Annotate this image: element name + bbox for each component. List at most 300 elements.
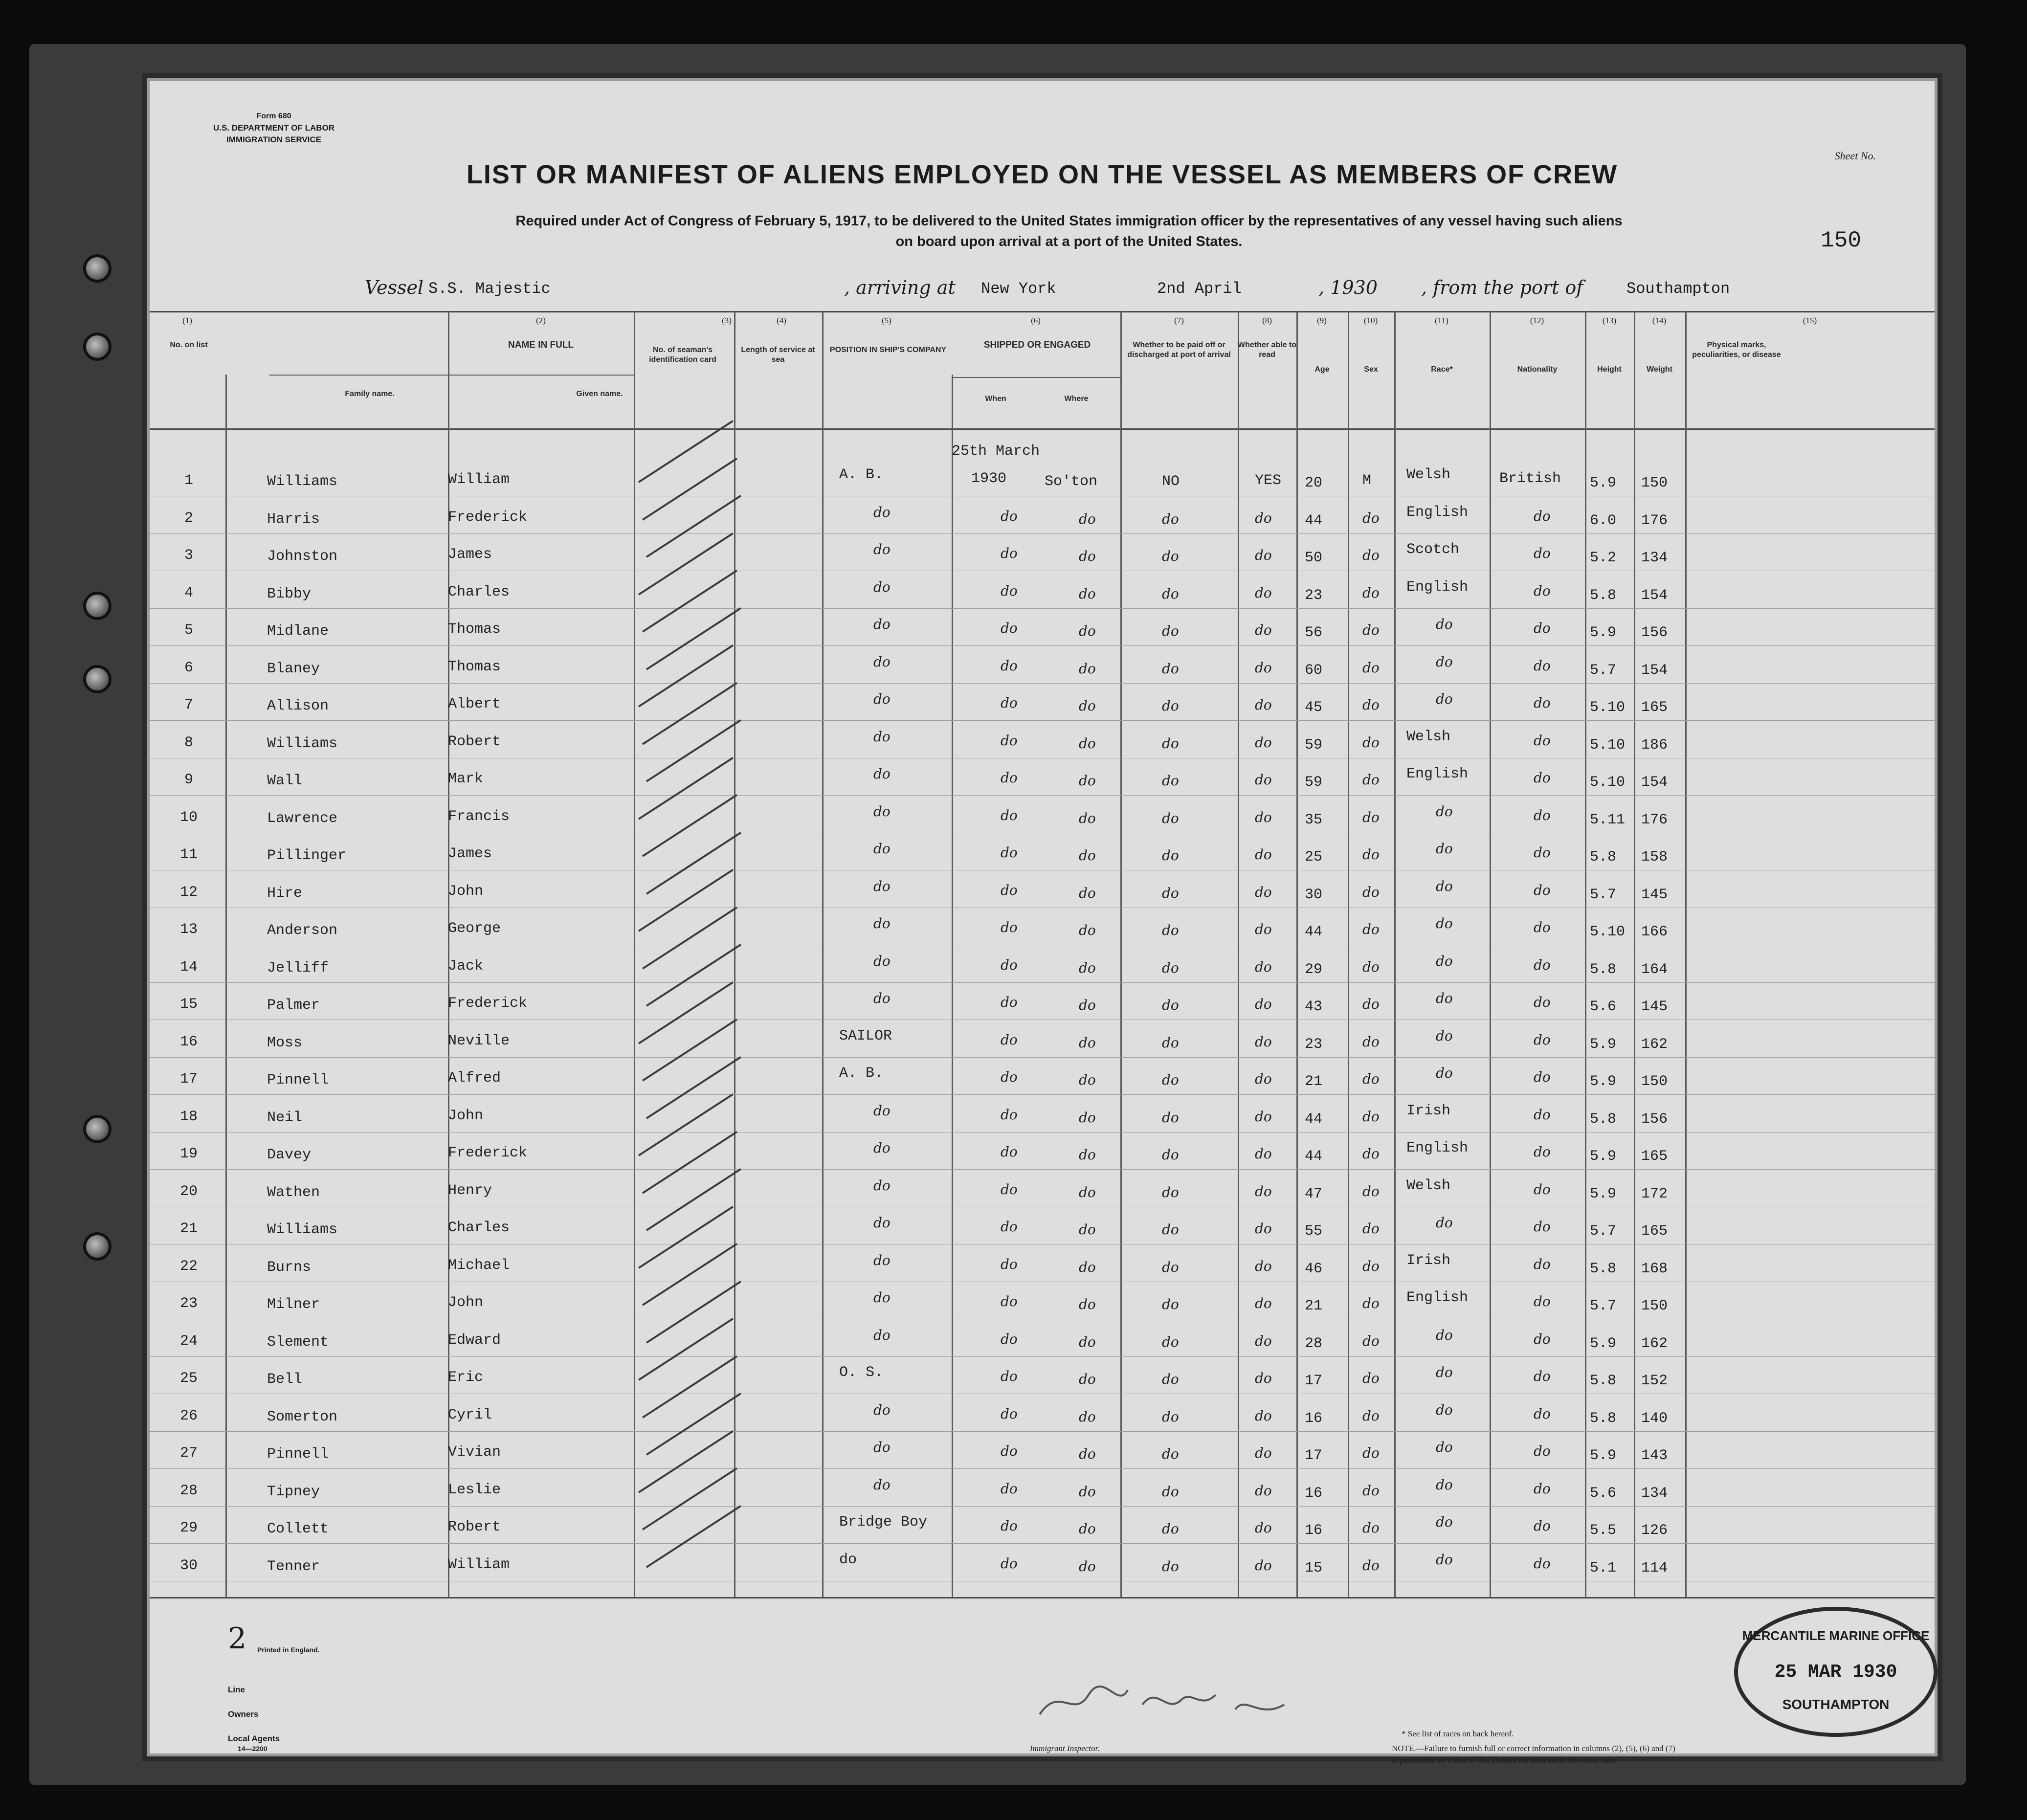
shipped-where: do (1079, 1333, 1096, 1350)
id-card-check-mark (638, 1318, 734, 1381)
page-number: 150 (1821, 228, 1861, 253)
age: 44 (1305, 1110, 1323, 1128)
family-name: Collett (267, 1521, 329, 1537)
column-number: (2) (536, 316, 546, 325)
id-card-check-mark (646, 1393, 741, 1456)
paid-off: do (1162, 1259, 1179, 1275)
given-name: John (448, 1107, 484, 1124)
height: 5.7 (1590, 886, 1617, 903)
shipped-when: do (1001, 508, 1018, 524)
nationality: do (1534, 545, 1551, 561)
able-to-read: do (1255, 884, 1272, 900)
sex: do (1362, 846, 1380, 863)
height: 5.9 (1590, 1073, 1617, 1090)
nationality: do (1534, 1181, 1551, 1198)
family-name: Anderson (267, 922, 338, 939)
shipped-when: do (1001, 1256, 1018, 1272)
paid-off: do (1162, 1296, 1179, 1312)
shipped-date: 25th March (952, 443, 1040, 460)
row-number: 8 (184, 734, 193, 751)
nationality: do (1534, 1031, 1551, 1048)
given-name: John (448, 883, 484, 900)
sex: do (1362, 1071, 1380, 1087)
given-name: Eric (448, 1369, 484, 1386)
height: 5.10 (1590, 924, 1626, 940)
nationality: do (1534, 1443, 1551, 1459)
header-where: Where (1064, 395, 1089, 403)
row-number: 24 (179, 1332, 198, 1350)
id-card-check-mark (642, 682, 737, 745)
family-name: Davey (267, 1147, 312, 1163)
id-card-check-mark (646, 832, 741, 895)
column-number: (1) (182, 316, 192, 325)
name-subheader-rule (269, 375, 634, 376)
family-name: Johnston (267, 548, 338, 565)
race: do (1436, 1401, 1453, 1418)
id-card-check-mark (646, 607, 741, 670)
height: 5.7 (1590, 662, 1617, 679)
race: do (1436, 1551, 1453, 1568)
fine-note-line-1: NOTE.—Failure to furnish full or correct information in columns (2), (5), (6) and (7) (1392, 1744, 1675, 1753)
column-number: (7) (1174, 316, 1184, 325)
shipped-when: do (1001, 919, 1018, 935)
height: 5.7 (1590, 1223, 1617, 1240)
race: do (1436, 1514, 1453, 1530)
shipped-where: do (1079, 1259, 1096, 1275)
family-name: Allison (267, 698, 329, 714)
position: do (873, 1289, 891, 1306)
binder-hole (83, 254, 111, 283)
shipped-when: do (1001, 1405, 1018, 1422)
position: do (873, 1401, 891, 1418)
height: 5.8 (1590, 1410, 1617, 1427)
shipped-where: do (1079, 1521, 1096, 1537)
weight: 176 (1641, 811, 1668, 828)
family-name: Moss (267, 1034, 303, 1051)
row-number: 9 (184, 772, 193, 788)
row-number: 5 (184, 622, 193, 639)
able-to-read: do (1255, 1221, 1272, 1237)
paid-off: do (1162, 1408, 1179, 1425)
id-card-check-mark (646, 1505, 741, 1568)
paid-off: do (1162, 1072, 1179, 1088)
race: Welsh (1406, 466, 1451, 483)
nationality: do (1534, 1368, 1551, 1384)
weight: 126 (1641, 1522, 1668, 1539)
sex: do (1362, 1183, 1380, 1199)
race: do (1436, 616, 1453, 632)
vessel-line (365, 277, 1783, 306)
age: 28 (1305, 1335, 1323, 1352)
age: 35 (1305, 811, 1323, 828)
race: Welsh (1406, 728, 1451, 745)
shipped-where: do (1079, 660, 1096, 677)
paid-off: do (1162, 1221, 1179, 1238)
family-name: Palmer (267, 997, 320, 1014)
id-card-check-mark (646, 719, 741, 782)
binder-hole (83, 1115, 111, 1143)
shipped-when: do (1001, 695, 1018, 711)
header-given-name: Given name. (576, 390, 623, 398)
row-number: 13 (179, 921, 198, 938)
position: Bridge Boy (839, 1514, 928, 1531)
given-name: Cyril (448, 1406, 492, 1423)
binder-hole (83, 592, 111, 620)
given-name: George (448, 920, 501, 937)
sex: do (1362, 697, 1380, 713)
id-card-check-mark (642, 794, 737, 857)
shipped-when: do (1001, 1219, 1018, 1235)
nationality: do (1534, 956, 1551, 973)
able-to-read: do (1255, 958, 1272, 975)
row-rule (150, 1506, 1935, 1507)
arriving-label: , arriving at (844, 277, 956, 298)
nationality: do (1534, 582, 1551, 599)
column-number: (5) (882, 316, 891, 325)
column-divider (1685, 311, 1687, 1597)
sex: do (1362, 510, 1380, 526)
paid-off: do (1162, 698, 1179, 714)
local-agents-label: Local Agents (228, 1734, 280, 1743)
shipped-where: do (1079, 510, 1096, 527)
race: do (1436, 841, 1453, 857)
given-name: Henry (448, 1182, 492, 1199)
given-name: Jack (448, 957, 484, 975)
sheet-number-label: Sheet No. (1834, 150, 1876, 162)
header-family-name: Family name. (345, 390, 395, 398)
able-to-read: do (1255, 1557, 1272, 1574)
row-number: 27 (179, 1445, 198, 1462)
nationality: do (1534, 695, 1551, 711)
given-name: Leslie (448, 1481, 501, 1498)
shipped-when: do (1001, 1480, 1018, 1497)
able-to-read: do (1255, 734, 1272, 751)
row-number: 18 (179, 1108, 198, 1125)
position: do (873, 1252, 891, 1268)
shipped-when: 1930 (971, 470, 1007, 487)
family-name: Tenner (267, 1558, 320, 1575)
age: 44 (1305, 512, 1323, 529)
nationality: do (1534, 508, 1551, 524)
weight: 150 (1641, 475, 1668, 491)
id-card-check-mark (646, 495, 741, 558)
shipped-where: do (1079, 735, 1096, 752)
position: do (873, 953, 891, 969)
row-number: 29 (179, 1520, 198, 1536)
height: 5.11 (1590, 811, 1626, 828)
paid-off: do (1162, 585, 1179, 602)
race: do (1436, 1364, 1453, 1380)
shipped-when: do (1001, 994, 1018, 1010)
sex: do (1362, 809, 1380, 825)
height: 5.9 (1590, 624, 1617, 641)
column-divider (822, 311, 824, 1597)
height: 5.9 (1590, 1148, 1617, 1165)
able-to-read: do (1255, 1520, 1272, 1536)
paid-off: do (1162, 660, 1179, 677)
sex: do (1362, 1332, 1380, 1349)
position: do (873, 728, 891, 745)
able-to-read: do (1255, 584, 1272, 601)
height: 5.8 (1590, 1260, 1617, 1277)
row-rule (150, 1431, 1935, 1432)
family-name: Bell (267, 1371, 303, 1388)
nationality: do (1534, 919, 1551, 935)
race: Irish (1406, 1102, 1451, 1119)
family-name: Lawrence (267, 810, 338, 827)
given-name: James (448, 845, 492, 862)
column-number: (13) (1602, 316, 1617, 325)
race: Welsh (1406, 1177, 1451, 1194)
id-card-check-mark (642, 1355, 737, 1419)
position: A. B. (839, 466, 884, 483)
shipped-when: do (1001, 1144, 1018, 1160)
nationality: do (1534, 1256, 1551, 1272)
position: do (873, 803, 891, 820)
race: English (1406, 1140, 1469, 1156)
column-number: (3) (722, 316, 732, 325)
height: 5.9 (1590, 1036, 1617, 1053)
header-age: Age (1314, 365, 1330, 374)
sex: do (1362, 921, 1380, 937)
column-number: (9) (1317, 316, 1327, 325)
header-race: Race* (1431, 365, 1453, 374)
race: Irish (1406, 1252, 1451, 1269)
row-number: 28 (179, 1482, 198, 1499)
shipped-when: do (1001, 732, 1018, 749)
weight: 162 (1641, 1036, 1668, 1053)
form-number: Form 680 (256, 112, 291, 120)
shipped-when: do (1001, 1181, 1018, 1198)
sex: do (1362, 1407, 1380, 1424)
paid-off: do (1162, 1521, 1179, 1537)
sex: do (1362, 1557, 1380, 1574)
family-name: Williams (267, 1221, 338, 1238)
paid-off: do (1162, 997, 1179, 1013)
age: 30 (1305, 886, 1323, 903)
shipped-where: do (1079, 1034, 1096, 1051)
height: 5.10 (1590, 736, 1626, 754)
given-name: John (448, 1294, 484, 1311)
weight: 145 (1641, 886, 1668, 903)
id-card-check-mark (642, 570, 737, 633)
race: English (1406, 1289, 1469, 1306)
row-number: 25 (179, 1370, 198, 1387)
age: 43 (1305, 999, 1323, 1015)
id-card-check-mark (646, 1168, 741, 1231)
row-number: 6 (184, 659, 193, 676)
sex: do (1362, 958, 1380, 975)
given-name: Thomas (448, 658, 501, 675)
row-rule (150, 683, 1935, 684)
binder-hole (83, 665, 111, 693)
id-card-check-mark (646, 1056, 741, 1119)
weight: 172 (1641, 1185, 1668, 1202)
arrival-date: 2nd April (1157, 280, 1242, 298)
row-rule (150, 1169, 1935, 1170)
paid-off: do (1162, 922, 1179, 938)
race: do (1436, 1215, 1453, 1231)
weight: 154 (1641, 587, 1668, 604)
shipped-when: do (1001, 1331, 1018, 1347)
row-rule (150, 795, 1935, 796)
family-name: Hire (267, 885, 303, 902)
id-card-check-mark (642, 1243, 737, 1306)
able-to-read: do (1255, 772, 1272, 788)
weight: 164 (1641, 961, 1668, 978)
column-divider (448, 311, 449, 1597)
id-card-check-mark (638, 1093, 734, 1156)
shipped-where: do (1079, 959, 1096, 976)
shipped-when: do (1001, 582, 1018, 599)
row-number: 30 (179, 1557, 198, 1574)
sex: do (1362, 1295, 1380, 1311)
stamp-top-text: MERCANTILE MARINE OFFICE (1742, 1628, 1930, 1643)
sex: do (1362, 1520, 1380, 1536)
id-card-check-mark (638, 757, 734, 820)
given-name: Vivian (448, 1444, 501, 1461)
able-to-read: do (1255, 1370, 1272, 1386)
position: do (873, 1177, 891, 1194)
column-number: (6) (1031, 316, 1041, 325)
position: do (873, 1102, 891, 1119)
paid-off: do (1162, 810, 1179, 826)
family-name: Blaney (267, 660, 320, 677)
paid-off: do (1162, 1109, 1179, 1126)
family-name: Milner (267, 1296, 320, 1313)
nationality: do (1534, 1331, 1551, 1347)
column-number: (11) (1435, 316, 1448, 325)
row-rule (150, 608, 1935, 609)
agents-code: 14—2200 (238, 1745, 267, 1753)
family-name: Neil (267, 1109, 303, 1126)
header-able-to-read: Whether able to read (1238, 341, 1297, 359)
position: do (839, 1551, 857, 1568)
shipped-when: do (1001, 770, 1018, 786)
row-number: 20 (179, 1183, 198, 1200)
column-divider (1585, 311, 1586, 1597)
paid-off: do (1162, 773, 1179, 789)
header-when: When (985, 395, 1006, 403)
race: English (1406, 578, 1469, 596)
weight: 134 (1641, 550, 1668, 566)
sex: do (1362, 1108, 1380, 1125)
row-number: 12 (179, 884, 198, 901)
sex: M (1362, 472, 1372, 489)
row-rule (150, 1094, 1935, 1095)
family-name: Pinnell (267, 1072, 329, 1088)
given-name: Albert (448, 696, 501, 712)
nationality: do (1534, 1106, 1551, 1123)
row-rule (150, 720, 1935, 721)
nationality: do (1534, 1293, 1551, 1310)
sex: do (1362, 1146, 1380, 1162)
race: English (1406, 766, 1469, 782)
row-rule (150, 982, 1935, 983)
header-nationality: Nationality (1517, 365, 1558, 374)
id-card-check-mark (638, 1206, 734, 1269)
column-number: (15) (1803, 316, 1817, 325)
height: 5.9 (1590, 1185, 1617, 1202)
paid-off: do (1162, 1034, 1179, 1051)
shipped-where: do (1079, 585, 1096, 602)
race: English (1406, 504, 1469, 521)
weight: 168 (1641, 1260, 1668, 1277)
family-name: Tipney (267, 1483, 320, 1500)
id-card-check-mark (642, 1131, 737, 1194)
height: 5.8 (1590, 1373, 1617, 1389)
sex: do (1362, 1370, 1380, 1386)
column-divider (1348, 311, 1349, 1597)
race: do (1436, 691, 1453, 707)
row-number: 23 (179, 1295, 198, 1312)
header-name-in-full: NAME IN FULL (508, 340, 574, 350)
sex: do (1362, 996, 1380, 1012)
able-to-read: do (1255, 921, 1272, 937)
document-subtitle (384, 211, 1754, 252)
shipped-when: do (1001, 657, 1018, 674)
row-number: 14 (179, 958, 198, 976)
family-name: Jelliff (267, 959, 329, 977)
from-port-label: , from the port of (1421, 277, 1583, 298)
paid-off: do (1162, 1483, 1179, 1500)
paid-off: do (1162, 1446, 1179, 1462)
shipped-subheader-rule (952, 377, 1120, 378)
age: 15 (1305, 1559, 1323, 1576)
age: 25 (1305, 849, 1323, 866)
sex: do (1362, 659, 1380, 676)
shipped-where: do (1079, 1109, 1096, 1126)
nationality: do (1534, 1144, 1551, 1160)
line-label: Line (228, 1685, 245, 1694)
able-to-read: do (1255, 697, 1272, 713)
family-name: Wall (267, 773, 303, 789)
row-rule (150, 533, 1935, 534)
weight: 140 (1641, 1410, 1668, 1427)
given-name: Charles (448, 1220, 510, 1236)
height: 5.6 (1590, 1485, 1617, 1502)
family-name: Wathen (267, 1184, 320, 1201)
sex: do (1362, 547, 1380, 563)
age: 21 (1305, 1073, 1323, 1090)
age: 56 (1305, 624, 1323, 641)
position: do (873, 578, 891, 595)
age: 16 (1305, 1485, 1323, 1502)
arriving-port: New York (981, 280, 1056, 298)
family-name: Williams (267, 473, 338, 490)
weight: 150 (1641, 1298, 1668, 1314)
row-number: 11 (179, 846, 198, 863)
row-number: 19 (179, 1146, 198, 1162)
age: 23 (1305, 1036, 1323, 1053)
row-number: 17 (179, 1071, 198, 1088)
position: A. B. (839, 1065, 884, 1082)
race: do (1436, 953, 1453, 969)
age: 50 (1305, 550, 1323, 566)
nationality: do (1534, 732, 1551, 749)
position: do (873, 1140, 891, 1156)
family-name: Williams (267, 735, 338, 752)
vessel-label: Vessel (365, 277, 424, 298)
position: do (873, 1327, 891, 1343)
binder-hole (83, 1232, 111, 1261)
id-card-check-mark (638, 981, 734, 1044)
family-name: Burns (267, 1259, 312, 1276)
row-number: 10 (179, 809, 198, 826)
age: 47 (1305, 1185, 1323, 1202)
shipped-where: do (1079, 1072, 1096, 1088)
header-weight: Weight (1646, 365, 1673, 374)
